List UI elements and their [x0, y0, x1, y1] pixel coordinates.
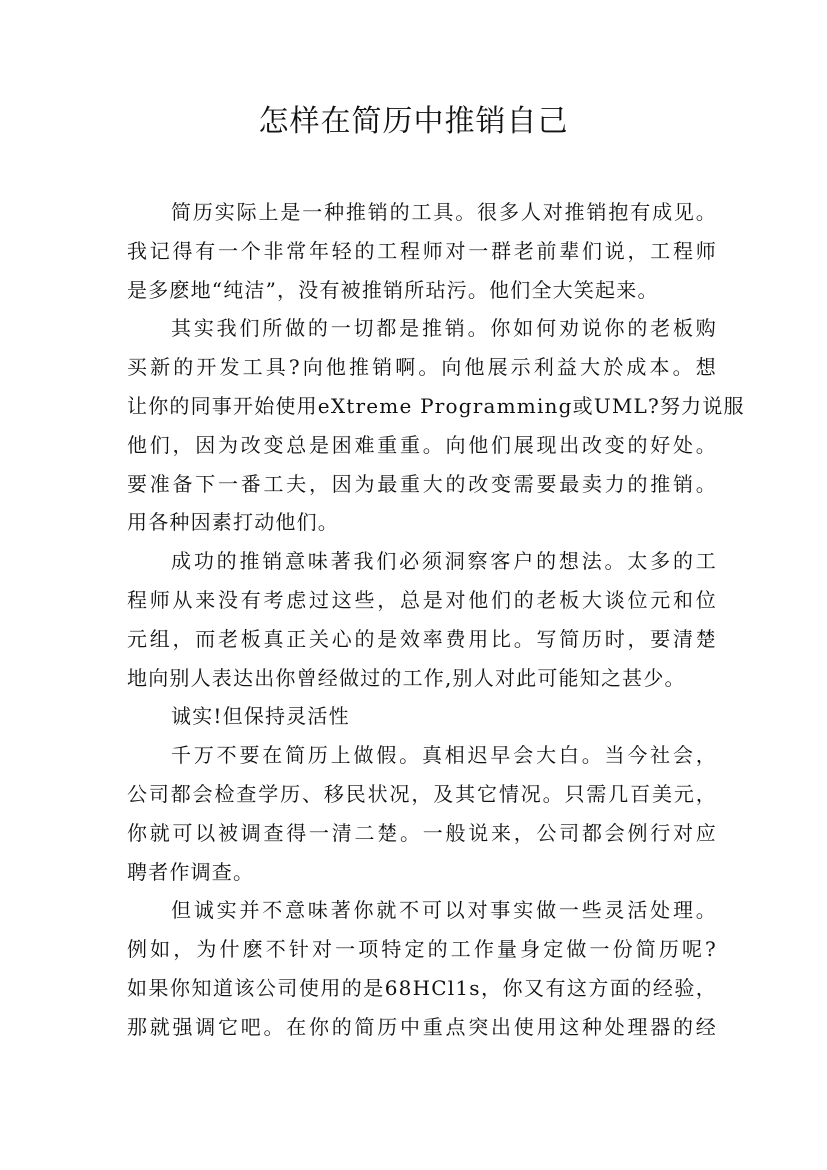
- text-line: 买新的开发工具?向他推销啊。向他展示利益大於成本。想: [127, 355, 717, 380]
- text-line: 其实我们所做的一切都是推销。你如何劝说你的老板购: [171, 316, 717, 341]
- text-line: 但诚实并不意味著你就不可以对事实做一些灵活处理。: [171, 898, 717, 923]
- text-line: 公司都会检查学历、移民状况，及其它情况。只需几百美元，: [127, 781, 717, 806]
- text-line: 例如，为什麽不针对一项特定的工作量身定做一份简历呢?: [127, 937, 717, 962]
- text-line: 要准备下一番工夫，因为最重大的改变需要最卖力的推销。: [127, 471, 717, 496]
- text-line: 聘者作调查。: [127, 859, 255, 884]
- text-line: 我记得有一个非常年轻的工程师对一群老前辈们说，工程师: [127, 238, 717, 263]
- text-line: 是多麽地“纯洁”，没有被推销所玷污。他们全大笑起来。: [127, 277, 659, 302]
- text-line: 地向别人表达出你曾经做过的工作,别人对此可能知之甚少。: [127, 665, 686, 690]
- text-line: 程师从来没有考虑过这些，总是对他们的老板大谈位元和位: [127, 587, 717, 612]
- text-line: 那就强调它吧。在你的简历中重点突出使用这种处理器的经: [127, 1014, 717, 1039]
- text-line: 元组，而老板真正关心的是效率费用比。写简历时，要清楚: [127, 626, 717, 651]
- text-line: 千万不要在简历上做假。真相迟早会大白。当今社会，: [171, 743, 717, 768]
- document-body: [127, 193, 745, 1047]
- text-line: 诚实!但保持灵活性: [171, 704, 350, 729]
- text-line: 简历实际上是一种推销的工具。很多人对推销抱有成见。: [171, 200, 717, 224]
- text-line: 让你的同事开始使用eXtreme Programming或UML?努力说服: [127, 393, 745, 418]
- text-line: 成功的推销意味著我们必须洞察客户的想法。太多的工: [171, 549, 717, 574]
- text-line: 如果你知道该公司使用的是68HCl1s，你又有这方面的经验，: [127, 975, 717, 1000]
- document-title: 怎样在简历中推销自己: [258, 104, 569, 139]
- text-line: 你就可以被调查得一清二楚。一般说来，公司都会例行对应: [127, 820, 717, 845]
- text-line: 用各种因素打动他们。: [127, 510, 339, 535]
- text-line: 他们，因为改变总是困难重重。向他们展现出改变的好处。: [127, 432, 717, 457]
